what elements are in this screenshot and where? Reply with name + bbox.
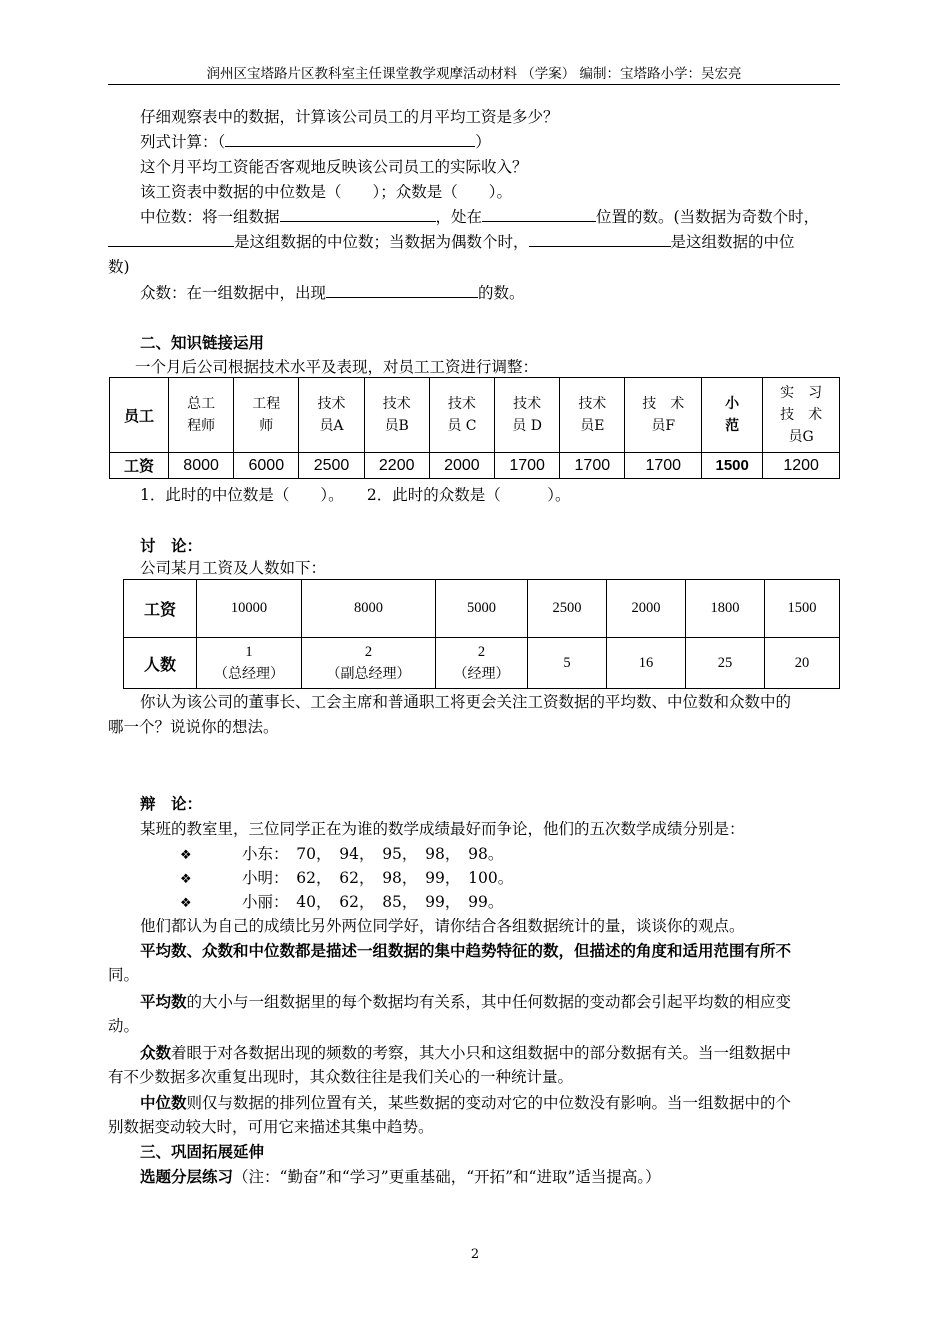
salary-cell: 2200 — [364, 453, 429, 479]
bullet-icon: ❖ — [180, 848, 192, 863]
salary-value: 2000 — [607, 580, 686, 638]
student-score-line — [180, 842, 503, 868]
position-cell: 技术 员A — [299, 378, 364, 453]
discussion-question: 你认为该公司的董事长、工会主席和普通职工将更会关注工资数据的平均数、中位数和众数中的 — [140, 693, 792, 711]
mean-explanation — [140, 990, 791, 1014]
discussion-title: 讨 论： — [140, 536, 203, 555]
mean-explanation-cont: 动。 — [108, 1017, 140, 1035]
question-average: 仔细观察表中的数据，计算该公司员工的月平均工资是多少？ — [140, 108, 559, 126]
practice-label: 选题分层练习 — [140, 1167, 234, 1186]
position-cell-xiaofan: 小 范 — [702, 378, 763, 453]
discussion-intro: 公司某月工资及人数如下： — [140, 559, 327, 577]
bullet-icon: ❖ — [180, 896, 192, 911]
median-term: 中位数 — [140, 1093, 187, 1112]
median-def-text: 是这组数据的中位 — [670, 233, 795, 251]
position-cell: 工程 师 — [234, 378, 299, 453]
salary-value: 1500 — [765, 580, 840, 638]
summary-line-cont: 同。 — [108, 966, 140, 984]
median-text: 则仅与数据的排列位置有关，某些数据的变动对它的中位数没有影响。当一组数据中的个 — [186, 1094, 792, 1112]
salary-cell: 1500 — [702, 453, 763, 479]
median-def-text: ，处在 — [435, 208, 483, 226]
page-header: 润州区宝塔路片区教科室主任课堂教学观摩活动材料 （学案） 编制：宝塔路小学：吴宏亮 — [108, 64, 840, 85]
practice-line — [140, 1165, 661, 1189]
count-value: 20 — [765, 638, 840, 689]
student-score-line — [180, 890, 503, 916]
position-cell: 技 术 员F — [625, 378, 702, 453]
summary-line: 平均数、众数和中位数都是描述一组数据的集中趋势特征的数，但描述的角度和适用范围有所不 — [140, 941, 792, 960]
median-blank-2[interactable] — [482, 205, 596, 222]
mode-def-text: 的数。 — [478, 284, 525, 302]
salary-cell: 2500 — [299, 453, 364, 479]
question-calculation — [140, 130, 491, 154]
question-objective: 这个月平均工资能否客观地反映该公司员工的实际收入？ — [140, 158, 528, 176]
salary-cell: 8000 — [169, 453, 234, 479]
count-label: 人数 — [124, 638, 197, 689]
mode-explanation-cont: 有不少数据多次重复出现时，其众数往往是我们关心的一种统计量。 — [108, 1068, 574, 1086]
salary-cell: 6000 — [234, 453, 299, 479]
mode-term: 众数 — [140, 1043, 172, 1062]
position-cell: 技术 员B — [364, 378, 429, 453]
salary-adjust-intro: 一个月后公司根据技术水平及表现，对员工工资进行调整： — [135, 358, 539, 376]
count-value: 5 — [528, 638, 607, 689]
debate-title: 辩 论： — [140, 794, 203, 813]
section-title-knowledge: 二、知识链接运用 — [140, 333, 265, 352]
median-blank-1[interactable] — [280, 205, 436, 222]
count-value: 2 （副总经理） — [302, 638, 436, 689]
median-definition — [140, 205, 819, 229]
student-scores: 小丽： 40， 62， 85， 99， 99。 — [242, 893, 504, 911]
debate-intro: 某班的教室里，三位同学正在为谁的数学成绩最好而争论，他们的五次数学成绩分别是： — [140, 820, 745, 838]
median-explanation — [140, 1091, 791, 1115]
count-value: 2 （经理） — [436, 638, 528, 689]
count-value: 1 （总经理） — [197, 638, 302, 689]
salary-label: 工资 — [124, 580, 197, 638]
calc-prefix: 列式计算：（ — [140, 133, 226, 151]
median-definition-end: 数) — [108, 258, 130, 276]
count-value: 16 — [607, 638, 686, 689]
mode-definition — [140, 281, 525, 305]
adjusted-questions: 1．此时的中位数是（ ）。 2．此时的众数是（ ）。 — [140, 486, 571, 504]
bullet-icon: ❖ — [180, 872, 192, 887]
row-header-salary: 工资 — [110, 453, 169, 479]
median-def-text: 中位数：将一组数据 — [140, 208, 280, 226]
salary-cell: 1700 — [495, 453, 560, 479]
calc-suffix: ） — [475, 133, 491, 151]
mode-blank[interactable] — [326, 281, 478, 298]
median-explanation-cont: 别数据变动较大时，可用它来描述其集中趋势。 — [108, 1118, 434, 1136]
salary-value: 2500 — [528, 580, 607, 638]
row-header-staff: 员工 — [110, 378, 169, 453]
adjusted-salary-table — [109, 377, 840, 479]
count-value: 25 — [686, 638, 765, 689]
page-number: 2 — [470, 1247, 480, 1262]
discussion-question-cont: 哪一个？说说你的想法。 — [108, 718, 279, 736]
practice-note: （注：“勤奋”和“学习”更重基础，“开拓”和“进取”适当提高。） — [233, 1168, 661, 1186]
mean-text: 的大小与一组数据里的每个数据均有关系，其中任何数据的变动都会引起平均数的相应变 — [186, 993, 792, 1011]
median-blank-4[interactable] — [529, 230, 671, 247]
position-cell: 技术 员 C — [429, 378, 494, 453]
mode-text: 着眼于对各数据出现的频数的考察，其大小只和这组数据中的部分数据有关。当一组数据中 — [171, 1044, 792, 1062]
salary-cell: 1700 — [560, 453, 625, 479]
salary-cell: 2000 — [429, 453, 494, 479]
student-scores: 小东： 70， 94， 95， 98， 98。 — [242, 845, 504, 863]
question-median-mode: 该工资表中数据的中位数是（ ）；众数是（ ）。 — [140, 183, 513, 201]
student-scores: 小明： 62， 62， 98， 99， 100。 — [242, 869, 514, 887]
position-cell: 总工 程师 — [169, 378, 234, 453]
position-cell: 技术 员 D — [495, 378, 560, 453]
salary-value: 1800 — [686, 580, 765, 638]
company-salary-table — [123, 579, 840, 689]
calc-blank[interactable] — [225, 130, 475, 147]
debate-prompt: 他们都认为自己的成绩比另外两位同学好，请你结合各组数据统计的量，谈谈你的观点。 — [140, 917, 745, 935]
section-title-extension: 三、巩固拓展延伸 — [140, 1142, 265, 1161]
salary-value: 10000 — [197, 580, 302, 638]
position-cell: 技术 员E — [560, 378, 625, 453]
position-cell-intern: 实 习 技 术 员G — [763, 378, 840, 453]
salary-value: 8000 — [302, 580, 436, 638]
mode-explanation — [140, 1041, 791, 1065]
salary-cell: 1200 — [763, 453, 840, 479]
median-definition-cont — [108, 230, 795, 254]
median-blank-3[interactable] — [108, 230, 234, 247]
student-score-line — [180, 866, 513, 892]
mean-term: 平均数 — [140, 992, 187, 1011]
mode-def-text: 众数：在一组数据中，出现 — [140, 284, 327, 302]
salary-value: 5000 — [436, 580, 528, 638]
median-def-text: 位置的数。(当数据为奇数个时， — [596, 208, 820, 226]
median-def-text: 是这组数据的中位数；当数据为偶数个时， — [234, 233, 529, 251]
salary-cell: 1700 — [625, 453, 702, 479]
